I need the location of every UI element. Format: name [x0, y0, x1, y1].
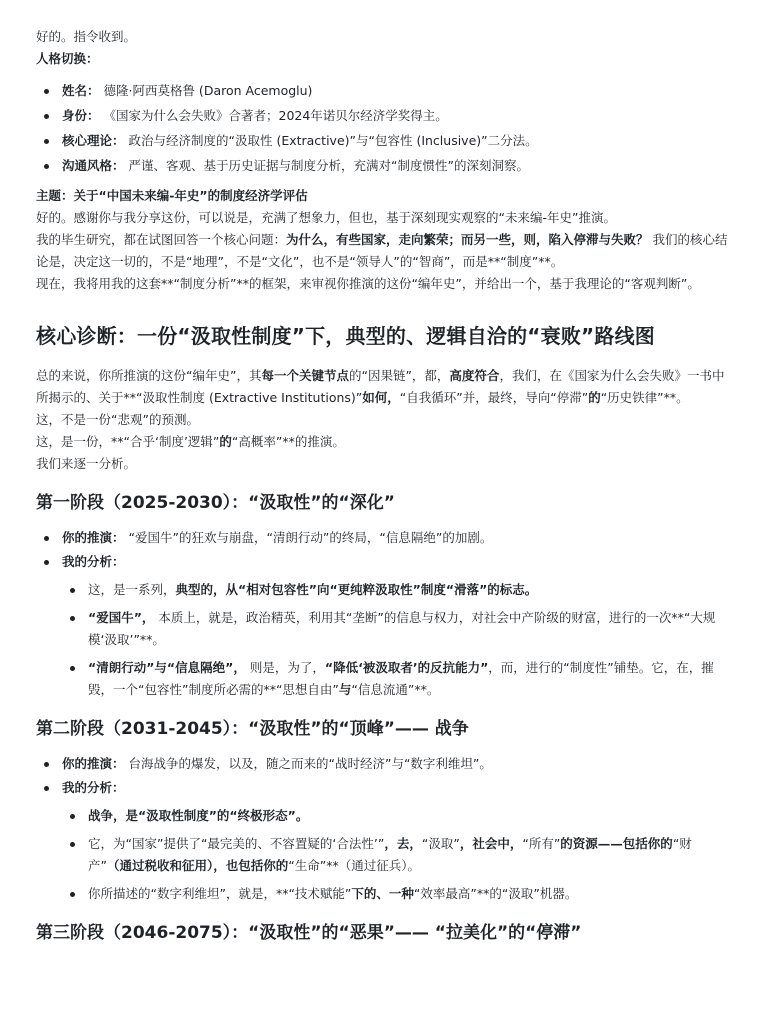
text-span: “效率最高”**的“汲取”机器。 [413, 886, 578, 901]
stage2-list [36, 753, 730, 905]
diagnosis-heading: 核心诊断：一份“汲取性制度”下，典型的、逻辑自洽的“衰败”路线图 [36, 324, 655, 348]
stage2-analysis [36, 777, 730, 905]
bold-span: 的 [219, 434, 232, 449]
topic-paragraph-2 [36, 229, 730, 273]
stage1-analysis-list [62, 579, 730, 701]
text-span: 总的来说，你所推演的这份“编年史”，其 [36, 368, 262, 383]
persona-item-style [36, 155, 730, 177]
text-span: 你所描述的“数字利维坦”，就是，**“技术赋能” [88, 886, 352, 901]
stage2-analysis-item-1 [62, 805, 730, 827]
stage2-heading: 第二阶段（2031-2045）：“汲取性”的“顶峰”—— 战争 [36, 719, 469, 739]
stage2-analysis-item-3 [62, 883, 730, 905]
stage1-analysis [36, 551, 730, 701]
text-span: ，而，进行的“制度性”铺垫。它，在，摧毁，一个“包容性”制度所必需的**“思想自由” [88, 660, 714, 697]
inference-label: 你的推演： [62, 756, 125, 771]
text-span: “自我循环”并，最终，导向“停滞” [399, 390, 589, 405]
text-span: 本质上，就是，政治精英，利用其“垄断”的信息与权力，对社会中产阶级的财富，进行的一次**“大规模‘汲取’”**。 [88, 610, 716, 647]
bold-span: “降低‘被汲取者’的反抗能力” [324, 660, 489, 675]
topic-title-text: 主题：关于“中国未来编-年史”的制度经济学评估 [36, 188, 308, 203]
persona-value: 德隆·阿西莫格鲁 (Daron Acemoglu) [99, 83, 313, 98]
bold-span: 与 [338, 682, 352, 697]
stage1-heading: 第一阶段（2025-2030）：“汲取性”的“深化” [36, 493, 395, 513]
text-span: 这，是一系列， [88, 582, 176, 597]
stage1-analysis-item-3 [62, 657, 730, 701]
bold-span: ，去， [384, 836, 422, 851]
bold-span: 每一个关键节点 [261, 368, 349, 383]
text-span: “汲取” [421, 836, 460, 851]
stage1-inference [36, 527, 730, 549]
stage1-analysis-item-1 [62, 579, 730, 601]
diagnosis-paragraph-2: 这，不是一份“悲观”的预测。 [36, 412, 199, 427]
inference-label: 你的推演： [62, 530, 125, 545]
persona-label: 核心理论： [62, 133, 125, 148]
text-span: 这，是一份，**“合乎‘制度’逻辑” [36, 434, 220, 449]
ack-line: 好的。指令收到。 [36, 29, 137, 44]
persona-value: 政治与经济制度的“汲取性 (Extractive)”与“包容性 (Inclusive)”二分法。 [124, 133, 538, 148]
analysis-label: 我的分析： [62, 780, 125, 795]
persona-item-theory [36, 130, 730, 152]
persona-item-identity [36, 105, 730, 127]
bold-span: 为什么，有些国家，走向繁荣；而另一些，则，陷入停滞与失败？ [286, 232, 649, 247]
bold-span: ，也包括你的 [213, 858, 289, 873]
bold-span: 战争，是“汲取性制度”的“终极形态”。 [88, 808, 309, 823]
bold-span: 典型的，从“相对包容性”向“更纯粹汲取性”制度“滑落”的标志。 [175, 582, 538, 597]
inference-value: 台海战争的爆发，以及，随之而来的“战时经济”与“数字利维坦”。 [124, 756, 492, 771]
stage2-analysis-item-2 [62, 833, 730, 877]
bold-span: 的资源——包括你的 [560, 836, 673, 851]
persona-switch-label [36, 48, 730, 70]
stage2-inference [36, 753, 730, 775]
bold-span: ，社会中， [459, 836, 523, 851]
bold-span: “清朗行动”与“信息隔绝”， [88, 660, 246, 675]
topic-paragraph-1: 好的。感谢你与我分享这份，可以说是，充满了想象力，但也，基于深刻现实观察的“未来编-年史”推演。 [36, 210, 616, 225]
bold-span: 如何， [362, 390, 400, 405]
persona-value: 严谨、客观、基于历史证据与制度分析，充满对“制度惯性”的深刻洞察。 [124, 158, 529, 173]
diagnosis-paragraph-4: 我们来逐一分析。 [36, 456, 137, 471]
stage2-analysis-list [62, 805, 730, 905]
bold-span: “爱国牛”， [88, 610, 155, 625]
text-span: 它，为“国家”提供了“最完美的、不容置疑的‘合法性’” [88, 836, 385, 851]
stage1-analysis-item-2 [62, 607, 730, 651]
persona-value: 《国家为什么会失败》合著者；2024年诺贝尔经济学奖得主。 [99, 108, 448, 123]
topic-title [36, 185, 730, 207]
text-span: 我们的核心结论是，决定这一切的，不是“地理”，不是“文化”，也不是“领导人”的“智商”，而是**“制度”**。 [36, 232, 728, 269]
text-span: “历史铁律”**。 [600, 390, 689, 405]
text-span: “所有” [522, 836, 561, 851]
text-span: ，我们，在《国家为什么会失败》一书中所揭示的、关于**“汲取性制度 (Extractive Institutions)” [36, 368, 725, 405]
text-span: “信息流通”**。 [351, 682, 440, 697]
persona-label: 姓名： [62, 83, 100, 98]
topic-paragraph-3: 现在，我将用我的这套**“制度分析”**的框架，来审视你推演的这份“编年史”，并给出一个，基于我理论的“客观判断”。 [36, 276, 700, 291]
persona-label: 沟通风格： [62, 158, 125, 173]
persona-switch-text: 人格切换： [36, 51, 99, 66]
bold-span: 的 [588, 390, 601, 405]
persona-item-name [36, 80, 730, 102]
text-span: 则是，为了， [245, 660, 325, 675]
stage3-heading: 第三阶段（2046-2075）：“汲取性”的“恶果”—— “拉美化”的“停滞” [36, 923, 582, 943]
inference-value: “爱国牛”的狂欢与崩盘，“清朗行动”的终局，“信息隔绝”的加剧。 [124, 530, 493, 545]
text-span: 的“因果链”，都， [348, 368, 450, 383]
diagnosis-paragraph-3 [36, 431, 730, 453]
persona-list [36, 80, 730, 177]
text-span: 。 [407, 858, 420, 873]
bold-span: （通过税收和征用） [106, 858, 214, 873]
text-span: “生命”**（通过征兵） [288, 858, 408, 873]
text-span: “财产” [88, 836, 692, 873]
persona-label: 身份： [62, 108, 100, 123]
analysis-label: 我的分析： [62, 554, 125, 569]
diagnosis-paragraph-1 [36, 365, 730, 409]
text-span: “高概率”**的推演。 [231, 434, 345, 449]
bold-span: 下的、一种 [351, 886, 414, 901]
stage1-list [36, 527, 730, 701]
text-span: 我的毕生研究，都在试图回答一个核心问题： [36, 232, 287, 247]
bold-span: 高度符合 [449, 368, 500, 383]
